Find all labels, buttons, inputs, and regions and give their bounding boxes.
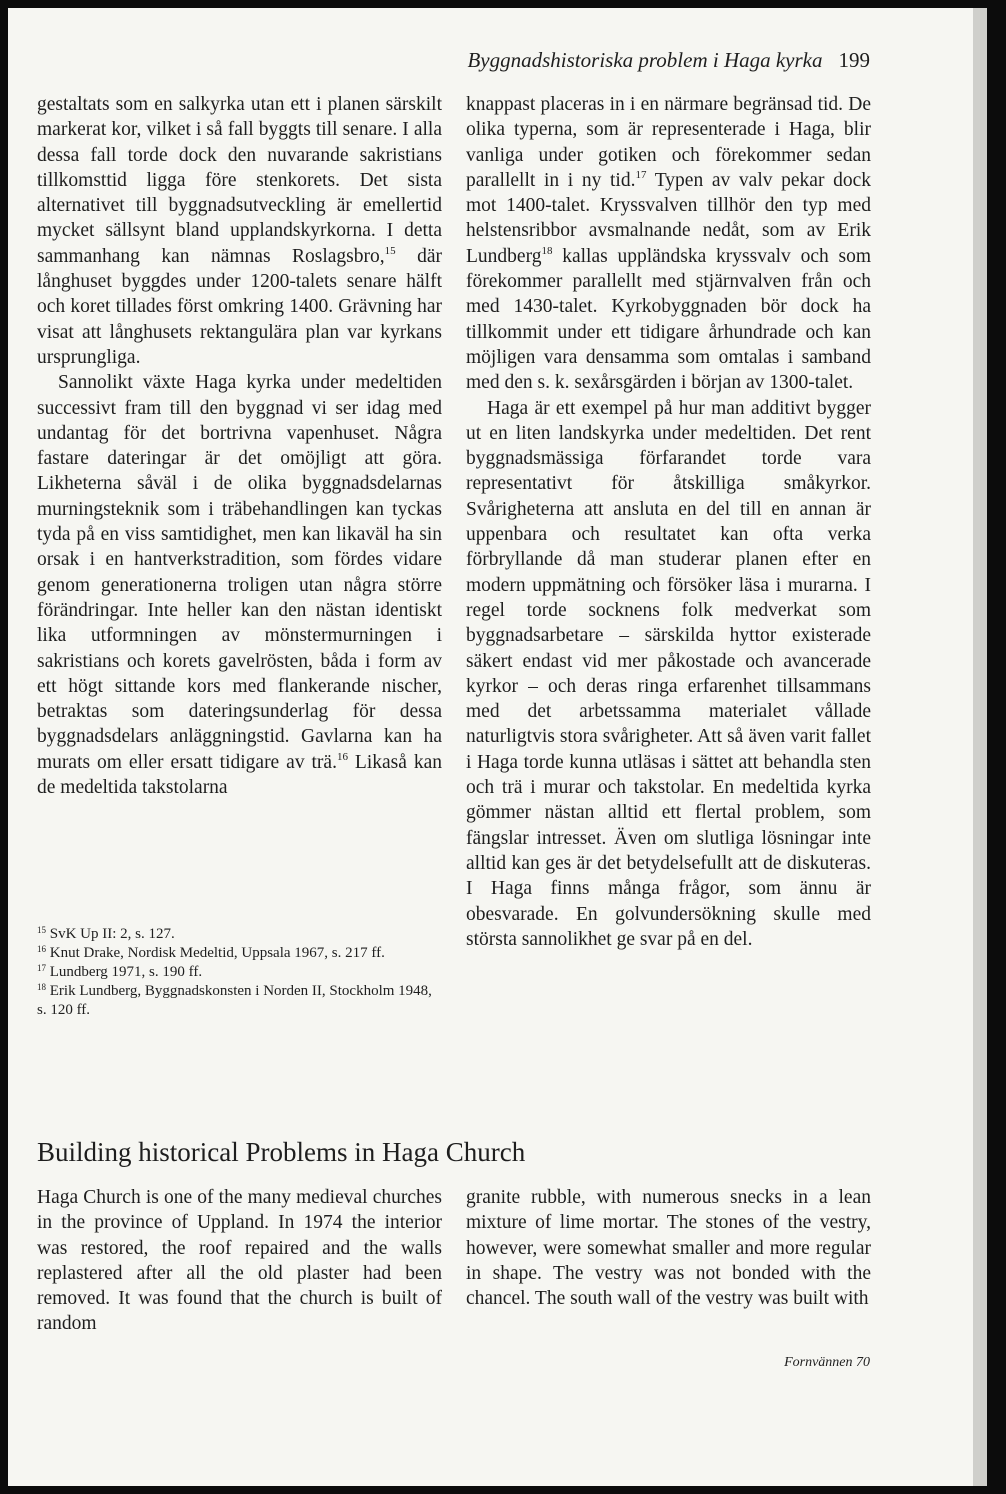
left-p1-text: gestaltats som en salkyrka utan ett i planen särskilt markerat kor, vilket i så fall byggts till senare. I alla dessa fall torde dock den nuvarande sakristians tillkomsttid ligga före stenkorets. Det sista alternativet till byggnadsutveckling är emellertid mycket sällsynt bland upplandskyrkorna. I detta sammanhang kan nämnas Roslagsbro, — [37, 94, 442, 267]
footnotes — [37, 925, 442, 1020]
footnote-text: SvK Up II: 2, s. 127. — [49, 926, 175, 942]
summary-right-text: granite rubble, with numerous snecks in a lean mixture of lime mortar. The stones of the vestry, however, were somewhat smaller and more regular in shape. The vestry was not bonded with the chancel. The south wall of the vestry was built with — [466, 1187, 871, 1310]
footnote-number: 18 — [37, 982, 46, 992]
left-p2-text: Sannolikt växte Haga kyrka under medeltiden successivt fram till den byggnad vi ser idag med undantag för det bortrivna vapenhuset. Några fastare dateringar är det omöjligt att göra. Likheterna såväl i de olika byggnadsdelarnas murningsteknik som i träbehandlingen kan tyckas tyda på en viss samtidighet, men kan likaväl ha sin orsak i en hantverkstradition, som fördes vidare genom generationerna troligen utan några större förändringar. Inte heller kan den nästan identiskt lika utformningen av mönstermurningen i sakristians och korets gavelrösten, båda i form av ett högt sittande kors med flankerande nischer, betraktas som dateringsunderlag för dessa byggnadsdelars anläggningstid. Gavlarna kan ha murats om eller ersatt tidigare av trä. — [37, 372, 442, 773]
footnote-number: 17 — [37, 963, 46, 973]
left-column — [37, 92, 442, 800]
footnote-number: 15 — [37, 925, 46, 935]
footnote-text: Knut Drake, Nordisk Medeltid, Uppsala 1967, s. 217 ff. — [49, 945, 385, 961]
footnote-ref-15: 15 — [384, 244, 396, 257]
left-p1-text-cont: där långhuset byggdes under 1200-talets senare hälft och koret tillades först omkring 1400. Grävning har visat att långhusets rektangulära plan var kyrkans ursprungliga. — [37, 245, 442, 368]
summary-left-column — [37, 1185, 442, 1337]
left-paragraph-2 — [37, 370, 442, 800]
right-p1-text-b: Typen av valv pekar dock mot 1400-talet. Kryssvalven tillhör den typ med helstensribbor avsmalnande nedåt, som av Erik Lundberg — [466, 169, 871, 267]
summary-left-text: Haga Church is one of the many medieval churches in the province of Uppland. In 1974 the interior was restored, the roof repaired and the walls replastered after all the old plaster had been removed. It was found that the church is built of random — [37, 1187, 442, 1335]
footnote-17 — [37, 963, 442, 982]
right-column — [466, 92, 871, 952]
right-p1-text-c: kallas uppländska kryssvalv och som förekommer parallellt med stjärnvalven från och med 1430-talet. Kyrkobyggnaden bör dock ha tillkommit under ett tidigare århundrade och kan möjligen vara densamma som omtalas i samband med den s. k. sexårsgärden i början av 1300-talet. — [466, 245, 871, 394]
footnote-ref-17: 17 — [635, 168, 647, 181]
page-edge — [973, 8, 987, 1486]
footnote-ref-18: 18 — [541, 244, 553, 257]
footnote-16 — [37, 944, 442, 963]
right-p1-text: knappast placeras in i en närmare begränsad tid. De olika typerna, som är representerade i Haga, blir vanliga under gotiken och förekommer sedan parallellt in i ny tid. — [466, 94, 871, 191]
right-paragraph-2: Haga är ett exempel på hur man additivt bygger ut en liten landskyrka under medeltiden. Det rent byggnadsmässiga förfarandet torde vara representativt för åtskilliga småkyrkor. Svårigheterna att ansluta en del till en annan är uppenbara och resultatet kan ofta verka förbryllande då man studerar planen efter en modern uppmätning och försöker läsa i murarna. I regel torde socknens folk medverkat som byggnadsarbetare – särskilda hyttor existerade säkert endast vid mer påkostade och avancerade kyrkor – och deras ringa erfarenhet tillsammans med det arbetssamma materialet vållade naturligtvis stora svårigheter. Att så även varit fallet i Haga torde kunna utläsas i sättet att behandla sten och trä i murar och takstolar. En medeltida kyrka gömmer nästan alltid ett flertal problem, som fängslar intresset. Även om slutliga lösningar inte alltid kan ges är det betydelsefullt att de diskuteras. I Haga finns många frågor, som ännu är obesvarade. En golvundersökning skulle med största sannolikhet ge svar på en del. — [466, 397, 871, 950]
footnote-18 — [37, 982, 442, 1020]
footnote-text: Erik Lundberg, Byggnadskonsten i Norden II, Stockholm 1948, s. 120 ff. — [37, 983, 432, 1018]
running-head-title: Byggnadshistoriska problem i Haga kyrka — [467, 48, 823, 72]
right-paragraph-1 — [466, 92, 871, 396]
summary-heading: Building historical Problems in Haga Church — [37, 1137, 526, 1167]
left-p2-text-cont: Likaså kan de medeltida takstolarna — [37, 751, 442, 799]
summary-right-column — [466, 1185, 871, 1311]
footnote-text: Lundberg 1971, s. 190 ff. — [49, 964, 203, 980]
left-paragraph-1 — [37, 92, 442, 370]
footnote-15 — [37, 925, 442, 944]
running-head — [460, 48, 870, 73]
page-number: 199 — [838, 48, 870, 72]
journal-footer: Fornvännen 70 — [784, 1355, 870, 1370]
footnote-ref-16: 16 — [336, 750, 348, 763]
footnote-number: 16 — [37, 944, 46, 954]
